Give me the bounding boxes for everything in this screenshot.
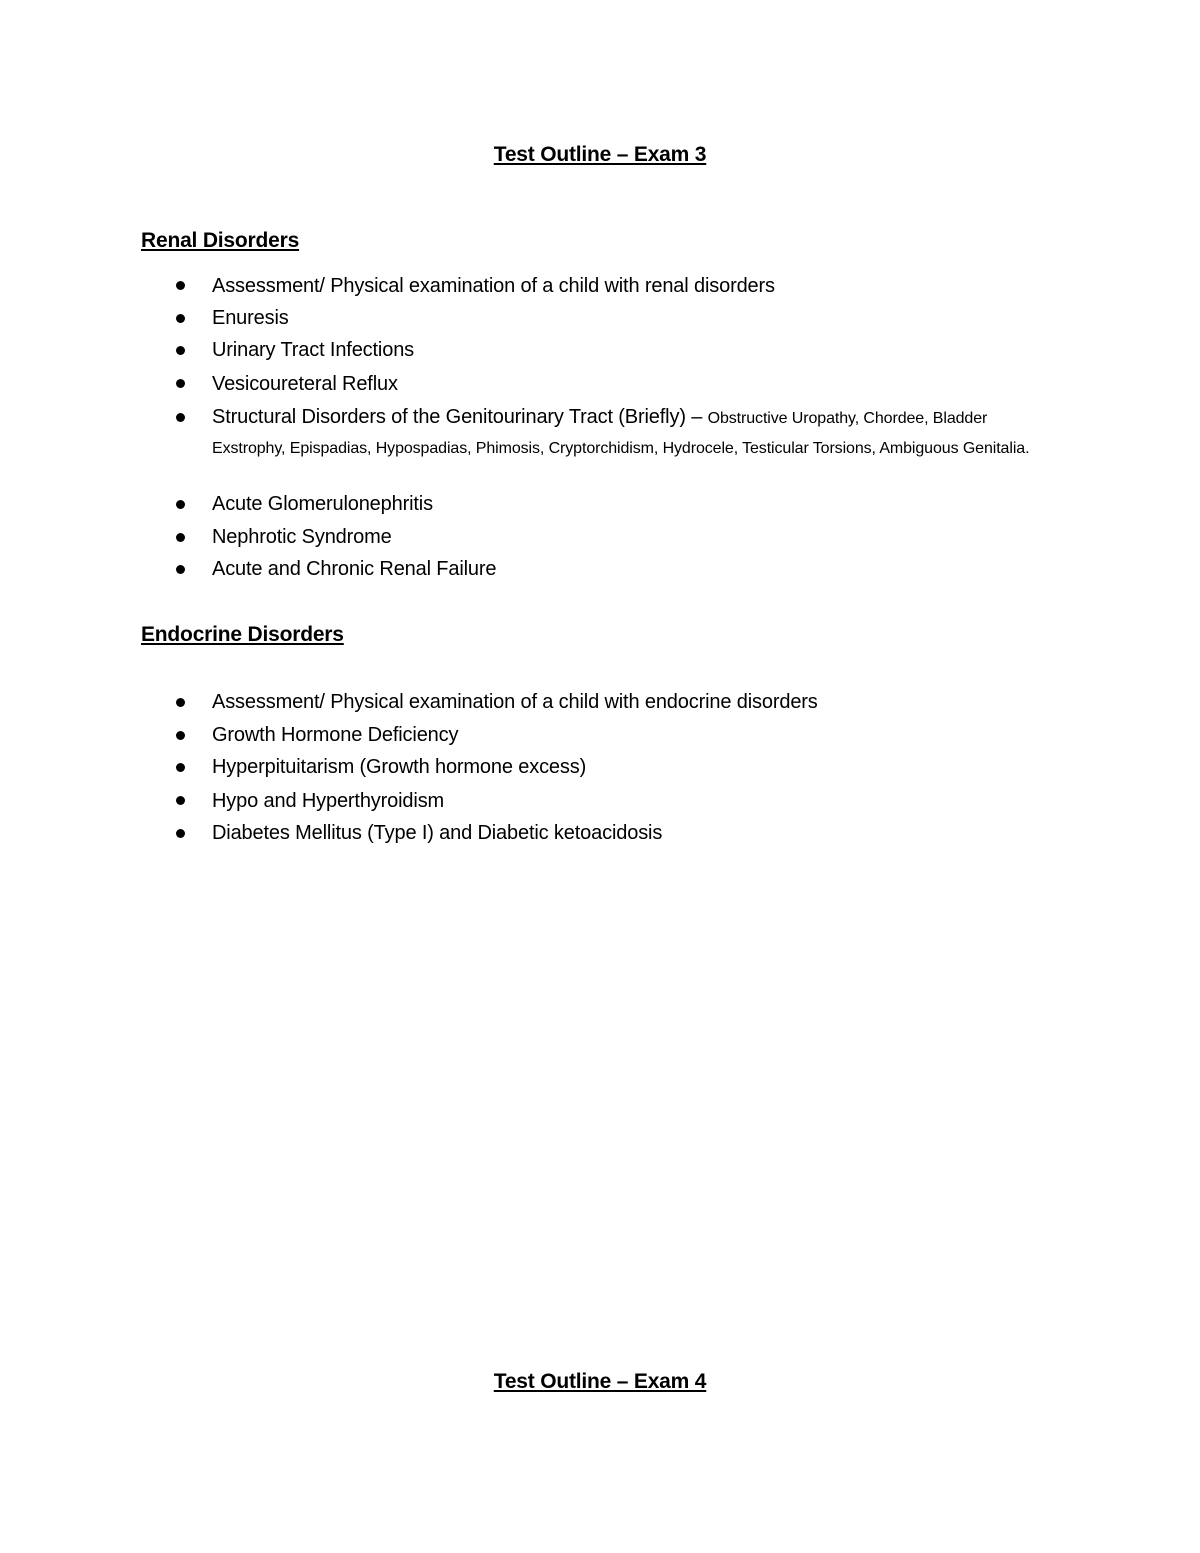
bullet-icon: [176, 565, 185, 574]
list-item-text: Diabetes Mellitus (Type I) and Diabetic ketoacidosis: [212, 822, 663, 844]
endocrine-disorders-heading: Endocrine Disorders: [141, 623, 344, 646]
structural-disorders-detail: Obstructive Uropathy, Chordee, Bladder Exstrophy, Epispadias, Hypospadias, Phimosis, Cryptorchidism, Hydrocele, Testicular Torsions, Ambiguous Genitalia.: [212, 410, 1030, 457]
structural-disorders-label: Structural Disorders of the Genitourinary Tract (Briefly) –: [212, 406, 703, 428]
bullet-icon: [176, 379, 185, 388]
renal-disorders-heading: Renal Disorders: [141, 229, 300, 252]
list-item-text: Nephrotic Syndrome: [212, 526, 392, 548]
list-item-text: Growth Hormone Deficiency: [212, 724, 459, 746]
bullet-icon: [176, 533, 185, 542]
document-title-exam-4: Test Outline – Exam 4: [493, 1370, 707, 1393]
list-item-text: Hypo and Hyperthyroidism: [212, 790, 445, 812]
list-item-text-structural: [212, 403, 1042, 463]
list-item-text: Assessment/ Physical examination of a child with renal disorders: [212, 275, 775, 297]
bullet-icon: [176, 763, 185, 772]
list-item-text: Urinary Tract Infections: [212, 339, 415, 361]
list-item-text: Vesicoureteral Reflux: [212, 373, 398, 395]
bullet-icon: [176, 314, 185, 323]
bullet-icon: [176, 731, 185, 740]
bullet-icon: [176, 796, 185, 805]
bullet-icon: [176, 500, 185, 509]
document-title-exam-3: Test Outline – Exam 3: [493, 143, 707, 166]
bullet-icon: [176, 413, 185, 422]
list-item-text: Acute and Chronic Renal Failure: [212, 558, 497, 580]
list-item-text: Hyperpituitarism (Growth hormone excess): [212, 756, 587, 778]
bullet-icon: [176, 281, 185, 290]
list-item-text: Enuresis: [212, 307, 289, 329]
bullet-icon: [176, 346, 185, 355]
list-item-text: Assessment/ Physical examination of a child with endocrine disorders: [212, 691, 818, 713]
list-item-text: Acute Glomerulonephritis: [212, 493, 433, 515]
bullet-icon: [176, 829, 185, 838]
bullet-icon: [176, 698, 185, 707]
